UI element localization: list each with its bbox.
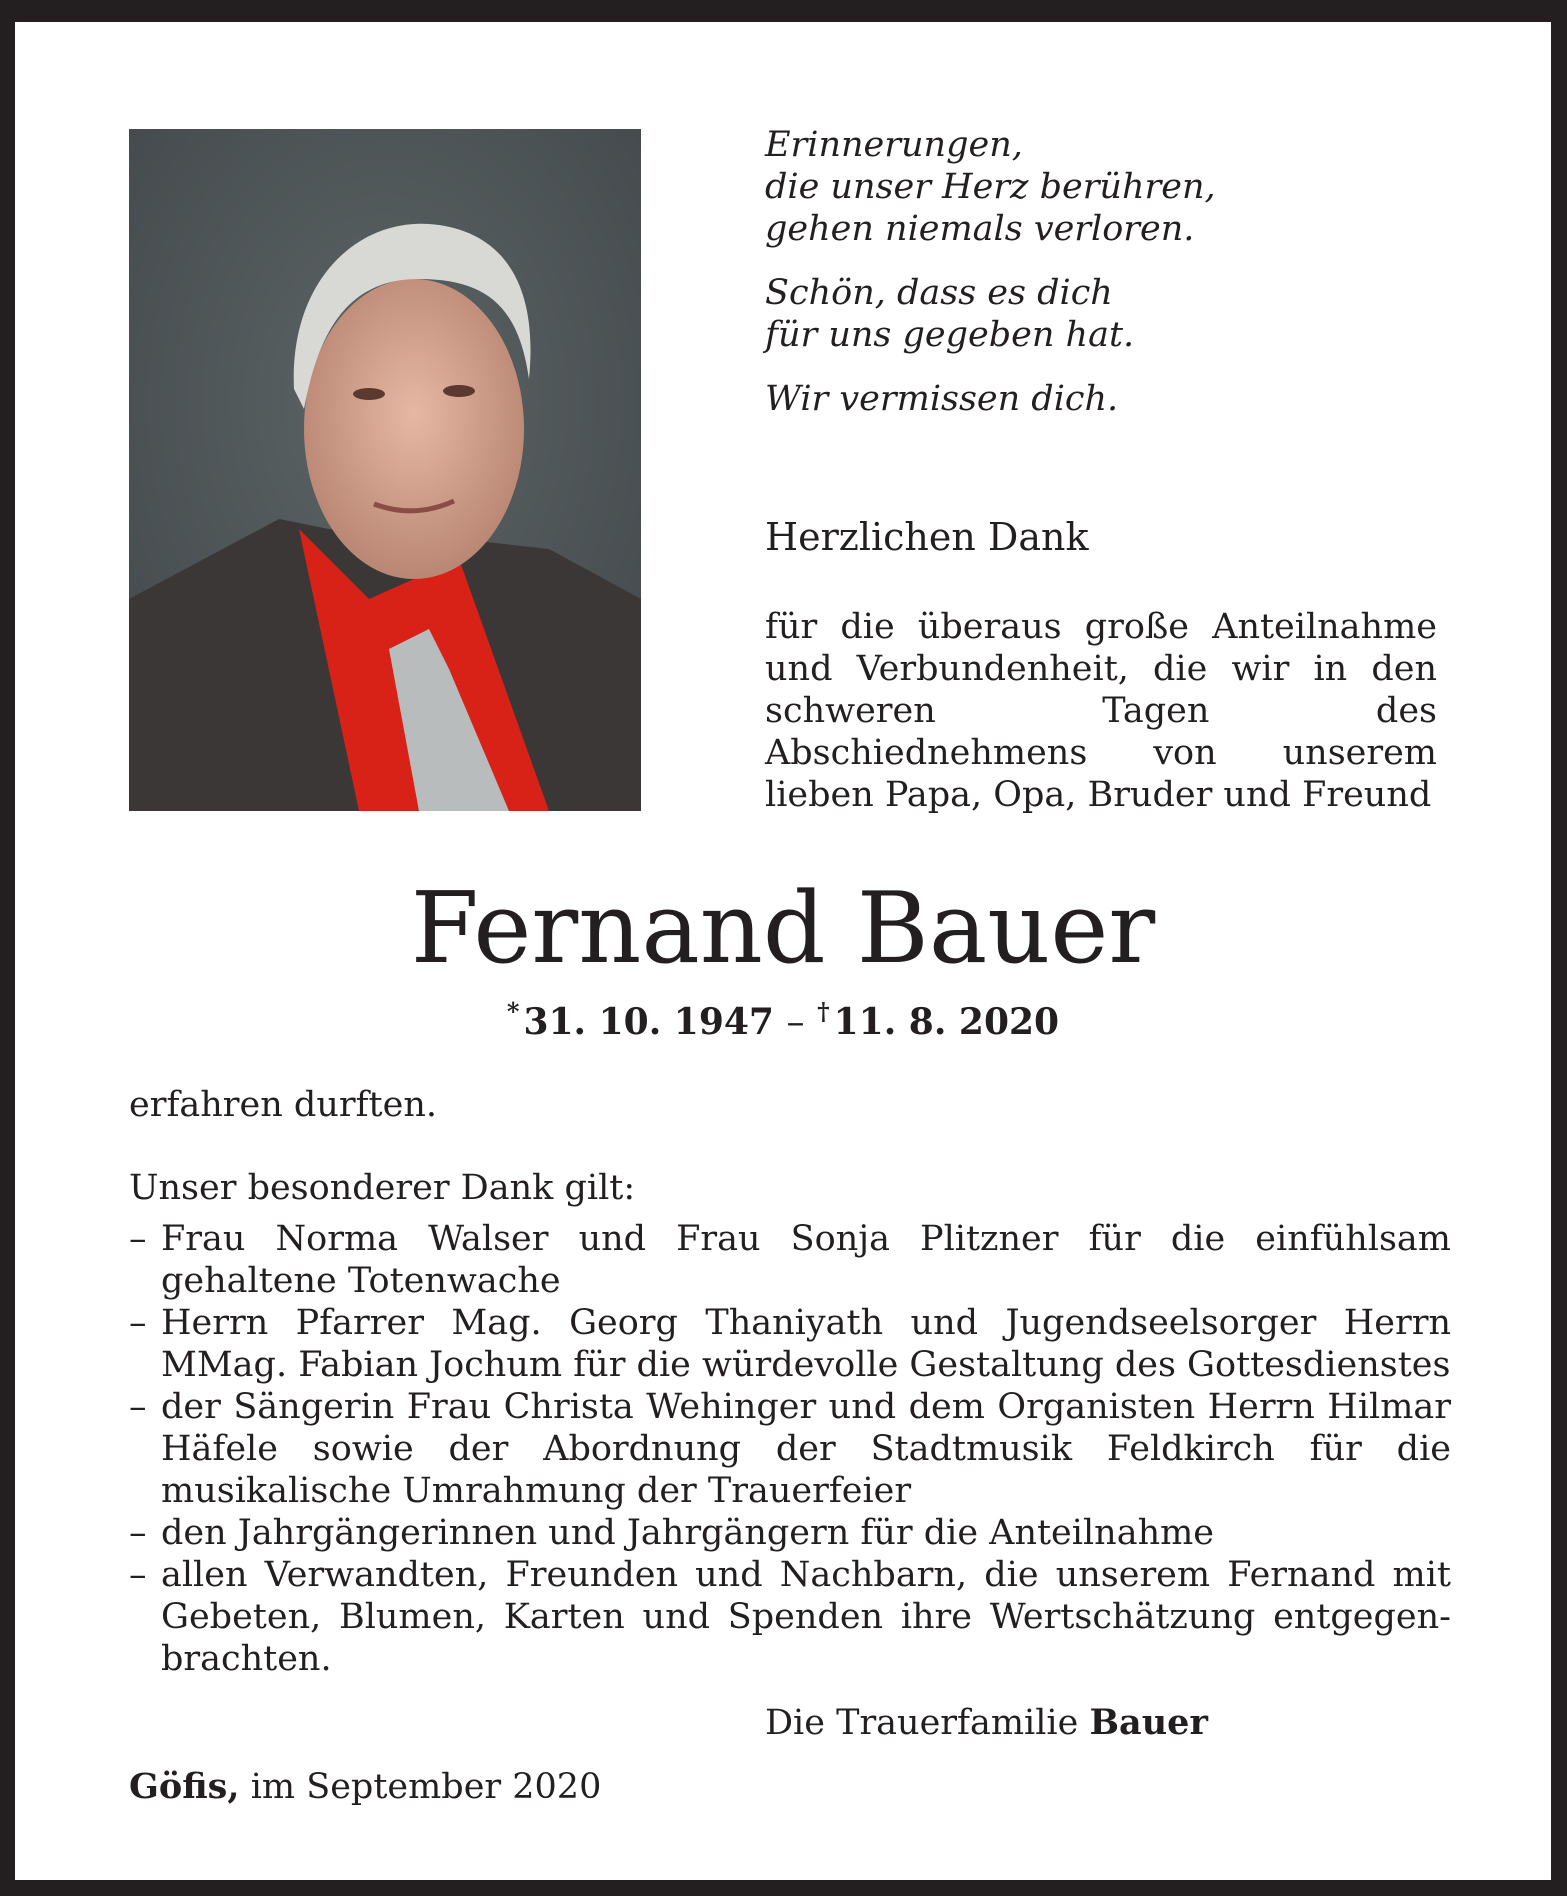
thanks-paragraph: für die überaus große Anteilnahme und Verbundenheit, die wir in den schweren Tagen des Abschiednehmens von unserem lieben Papa, Opa, Bruder und Freund bbox=[765, 607, 1437, 815]
list-item: – Frau Norma Walser und Frau Sonja Plitzner für die einfühlsam gehaltene Totenwache bbox=[129, 1219, 1451, 1301]
portrait-photo bbox=[129, 129, 641, 811]
poem-stanza-3: Wir vermissen dich. bbox=[765, 379, 1119, 419]
poem-stanza-2: Schön, dass es dich für uns gegeben hat. bbox=[765, 273, 1135, 355]
special-thanks-list bbox=[129, 1218, 1451, 1680]
list-item: – der Sängerin Frau Christa Wehinger und dem Organisten Herrn Hilmar Häfele sowie der Abordnung der Stadtmusik Feldkirch für die musikalische Umrahmung der Trauerfeier bbox=[129, 1387, 1451, 1511]
life-dates bbox=[15, 997, 1551, 1043]
list-item: – Herrn Pfarrer Mag. Georg Thaniyath und Jugendseelsorger Herrn MMag. Fabian Jochum für die würdevolle Gestaltung des Gottesdienstes bbox=[129, 1303, 1451, 1385]
list-item: – allen Verwandten, Freunden und Nachbarn, die unserem Fernand mit Gebeten, Blumen, Karten und Spenden ihre Wertschätzung entgegen-brachten. bbox=[129, 1555, 1451, 1679]
special-thanks-heading: Unser besonderer Dank gilt: bbox=[129, 1168, 636, 1208]
family-name: Bauer bbox=[1089, 1702, 1208, 1743]
thanks-heading: Herzlichen Dank bbox=[765, 515, 1089, 559]
list-item: – den Jahrgängerinnen und Jahrgängern für die Anteilnahme bbox=[129, 1513, 1215, 1553]
obituary-page bbox=[15, 22, 1551, 1880]
memorial-poem bbox=[765, 124, 1216, 442]
place: Göfis, bbox=[129, 1766, 240, 1807]
birth-date: 31. 10. 1947 bbox=[523, 1001, 774, 1043]
family-signature: Die Trauerfamilie Bauer bbox=[765, 1702, 1208, 1743]
birth-symbol: * bbox=[506, 997, 520, 1026]
poem-stanza-1: Erinnerungen, die unser Herz berühren, gehen niemals verloren. bbox=[765, 125, 1216, 249]
place-date bbox=[129, 1766, 601, 1807]
continuation-text: erfahren durften. bbox=[129, 1085, 437, 1125]
date: im September 2020 bbox=[250, 1767, 602, 1807]
deceased-name: Fernand Bauer bbox=[410, 872, 1156, 986]
date-separator: – bbox=[786, 1002, 805, 1043]
death-date: 11. 8. 2020 bbox=[833, 1001, 1060, 1043]
death-symbol: † bbox=[817, 997, 830, 1026]
